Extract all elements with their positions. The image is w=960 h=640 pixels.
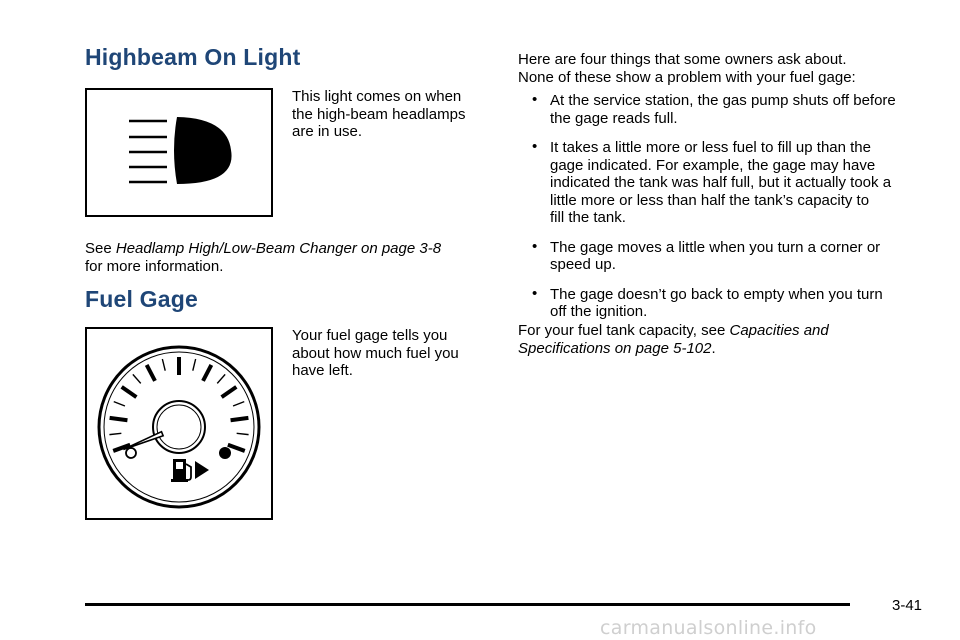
empty-marker-icon (126, 448, 136, 458)
highbeam-figure (85, 88, 273, 217)
full-marker-icon (219, 447, 231, 459)
highbeam-description (292, 88, 465, 141)
list-item (518, 139, 938, 227)
high-beam-headlamp-icon (87, 90, 271, 215)
list-item (518, 286, 938, 321)
capacities-link-continued[interactable]: Specifications on page 5-102 (518, 339, 712, 357)
footer-rule (85, 603, 850, 606)
list-item-line: • The gage moves a little when you turn a corner or (550, 238, 881, 256)
owners-ask-intro (518, 51, 856, 86)
list-item (518, 92, 938, 127)
list-item-line: little more or less than half the tank’s capacity to (550, 191, 870, 209)
fuel-figure (85, 327, 273, 520)
capacity-reference (518, 322, 829, 357)
fuel-heading: Fuel Gage (85, 286, 198, 312)
list-item-line: • It takes a little more or less fuel to fill up than the (550, 139, 871, 156)
watermark: carmanualsonline.info (600, 617, 817, 639)
list-item-line: speed up. (550, 256, 616, 273)
fuel-desc-line: Your fuel gage tells you (292, 327, 448, 344)
list-item-line: indicated the tank was half full, but it actually took a (550, 174, 892, 191)
see-suffix: for more information. (85, 257, 224, 275)
list-item-line: gage indicated. For example, the gage may have (550, 156, 876, 174)
intro-line: None of these show a problem with your fuel gage: (518, 68, 856, 86)
owners-ask-list (518, 92, 938, 333)
gauge-tick (231, 418, 249, 420)
capacities-link[interactable]: Capacities and (729, 322, 829, 339)
highbeam-desc-line: This light comes on when (292, 88, 462, 105)
list-item-line: the gage reads full. (550, 109, 678, 127)
capacity-prefix: For your fuel tank capacity, see (518, 322, 730, 339)
highbeam-see-reference (85, 240, 441, 275)
fuel-gauge-icon (87, 329, 271, 518)
gauge-tick (110, 418, 128, 420)
list-item-line: • At the service station, the gas pump shuts off before (550, 92, 896, 109)
list-item-line: off the ignition. (550, 303, 648, 320)
highbeam-desc-line: are in use. (292, 123, 363, 140)
see-prefix: See (85, 240, 116, 257)
highbeam-desc-line: the high-beam headlamps (292, 105, 466, 123)
capacity-suffix: . (711, 339, 716, 357)
list-item (518, 239, 938, 274)
page-number: 3-41 (892, 597, 923, 614)
highbeam-heading: Highbeam On Light (85, 44, 301, 70)
fuel-description (292, 327, 459, 380)
intro-line: Here are four things that some owners ask about. (518, 51, 847, 68)
fuel-desc-line: have left. (292, 362, 353, 379)
headlamp-changer-link[interactable]: Headlamp High/Low-Beam Changer on page 3-8 (115, 240, 442, 257)
fuel-desc-line: about how much fuel you (292, 344, 459, 362)
list-item-line: • The gage doesn’t go back to empty when you turn (550, 285, 883, 303)
list-item-line: fill the tank. (550, 209, 626, 226)
